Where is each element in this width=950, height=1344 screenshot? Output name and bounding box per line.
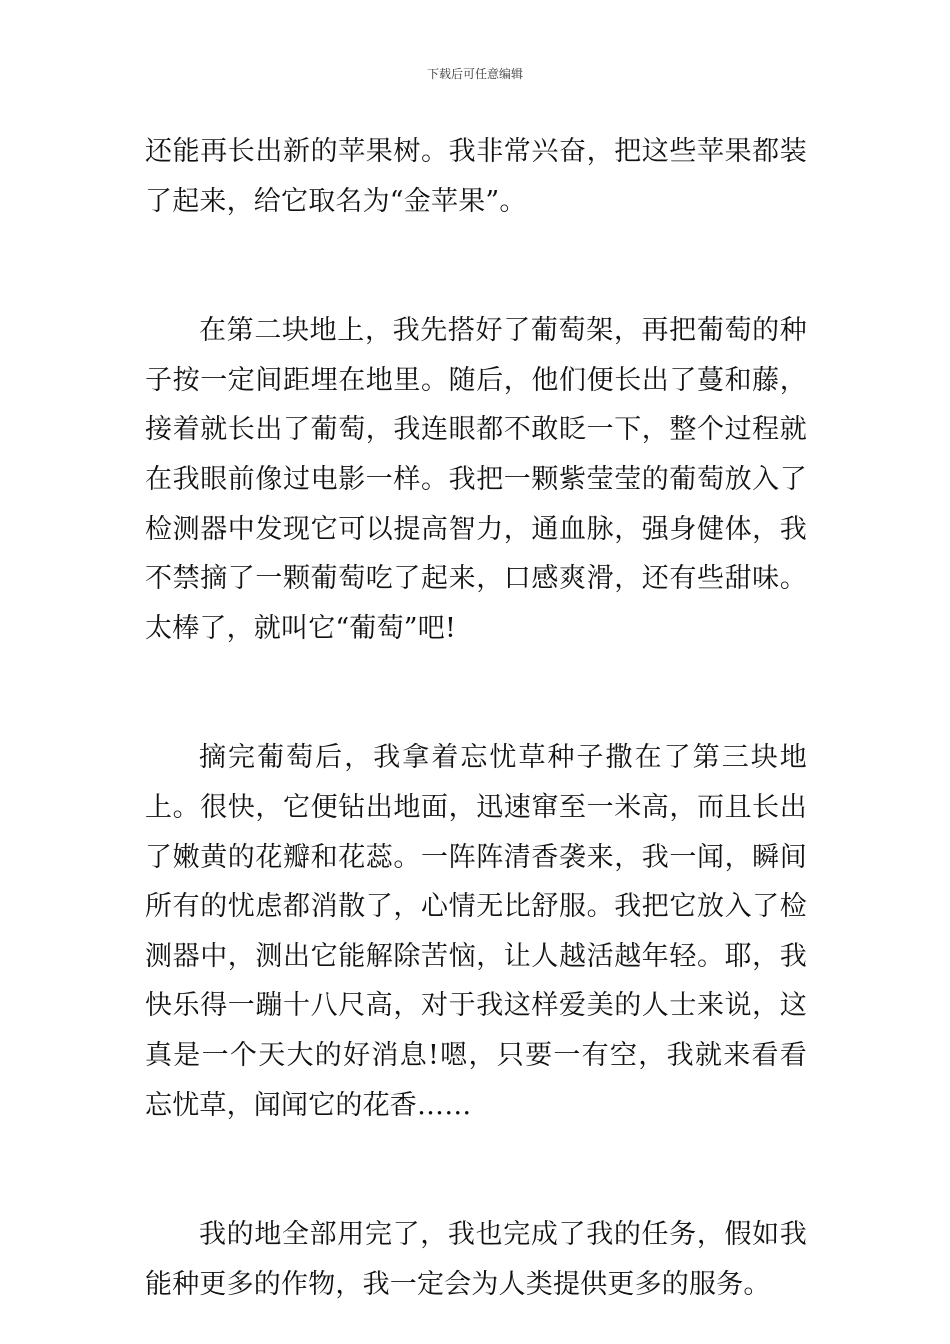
paragraph-continuation: 还能再长出新的苹果树。我非常兴奋，把这些苹果都装了起来，给它取名为“金苹果”。 <box>145 136 807 217</box>
document-body <box>145 127 807 1309</box>
paragraph-grapes: 在第二块地上，我先搭好了葡萄架，再把葡萄的种子按一定间距埋在地里。随后，他们便长出了蔓和藤，接着就长出了葡萄，我连眼都不敢眨一下，整个过程就在我眼前像过电影一样。我把一颗紫莹莹的葡萄放入了检测器中发现它可以提高智力，通血脉，强身健体，我不禁摘了一颗葡萄吃了起来，口感爽滑，还有些甜味。太棒了，就叫它“葡萄”吧! <box>145 315 807 644</box>
page-header-note: 下载后可任意编辑 <box>426 67 523 81</box>
paragraph-worry-free-grass: 摘完葡萄后，我拿着忘忧草种子撒在了第三块地上。很快，它便钻出地面，迅速窜至一米高，而且长出了嫩黄的花瓣和花蕊。一阵阵清香袭来，我一闻，瞬间所有的忧虑都消散了，心情无比舒服。我把它放入了检测器中，测出它能解除苦恼，让人越活越年轻。耶，我快乐得一蹦十八尺高，对于我这样爱美的人士来说，这真是一个天大的好消息!嗯，只要一有空，我就来看看忘忧草，闻闻它的花香…… <box>145 742 807 1121</box>
paragraph-conclusion: 我的地全部用完了，我也完成了我的任务，假如我能种更多的作物，我一定会为人类提供更多的服务。 <box>145 1219 807 1300</box>
